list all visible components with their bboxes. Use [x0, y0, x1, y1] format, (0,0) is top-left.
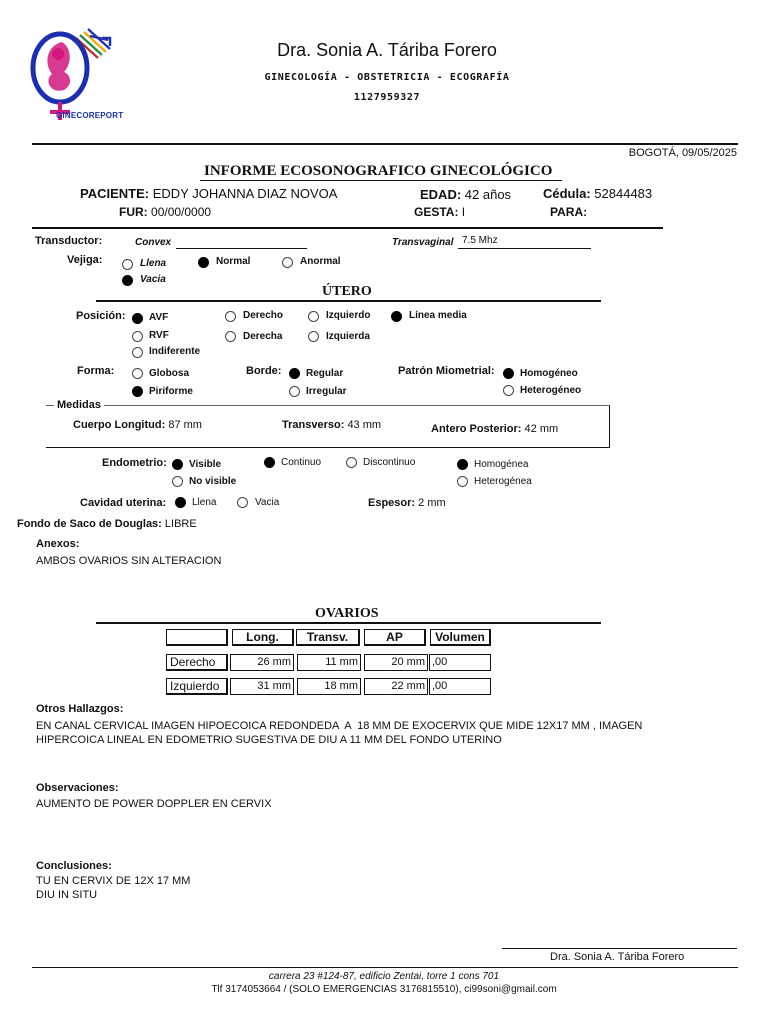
forma-globosa-label: Globosa: [149, 368, 190, 379]
observaciones-label: Observaciones:: [36, 782, 119, 794]
posicion-izquierdo-label: Izquierdo: [326, 310, 371, 321]
utero-underline: [96, 300, 601, 302]
logo-text: GINECOREPORT: [56, 111, 124, 120]
cavidad-llena-radio[interactable]: [175, 497, 186, 508]
patient-name: EDDY JOHANNA DIAZ NOVOA: [152, 186, 338, 201]
ovarios-col-transv: Transv.: [296, 629, 360, 646]
posicion-izquierdo-radio[interactable]: [308, 311, 319, 322]
douglas-row: [17, 518, 197, 530]
endometrio-visible-radio[interactable]: [172, 459, 183, 470]
gesta-value: I: [461, 205, 466, 219]
borde-irregular-label: Irregular: [306, 386, 347, 397]
cedula-row: [543, 186, 652, 201]
header-divider: [32, 143, 738, 145]
forma-globosa-radio[interactable]: [132, 368, 143, 379]
posicion-izquierda-radio[interactable]: [308, 331, 319, 342]
patron-label: Patrón Miometrial:: [398, 365, 495, 377]
medidas-legend: Medidas: [54, 399, 104, 411]
vejiga-llena-label: Llena: [140, 258, 167, 269]
transvaginal-label: Transvaginal: [392, 237, 454, 248]
age-label: EDAD:: [420, 187, 462, 202]
endometrio-discontinuo-radio[interactable]: [346, 457, 357, 468]
vejiga-label: Vejiga:: [67, 254, 103, 266]
forma-piriforme-radio[interactable]: [132, 386, 143, 397]
para-row: [550, 205, 587, 219]
endometrio-continuo-label: Continuo: [281, 457, 322, 468]
ovarios-col-blank: [166, 629, 228, 646]
patron-homogeneo-label: Homogéneo: [520, 368, 578, 379]
footer-divider: [32, 967, 738, 968]
fur-label: FUR:: [119, 205, 148, 219]
location-date: BOGOTÁ, 09/05/2025: [628, 147, 737, 159]
cavidad-label: Cavidad uterina:: [80, 497, 167, 509]
borde-label: Borde:: [246, 365, 282, 377]
ovarios-col-long: Long.: [232, 629, 294, 646]
ovarios-izquierdo-transv[interactable]: 18 mm: [297, 678, 361, 695]
endometrio-discontinuo-label: Discontinuo: [363, 457, 416, 468]
borde-regular-radio[interactable]: [289, 368, 300, 379]
transvaginal-value: 7.5 Mhz: [462, 235, 498, 246]
vejiga-vacia-label: Vacia: [140, 274, 166, 285]
posicion-avf-label: AVF: [149, 312, 169, 323]
forma-label: Forma:: [77, 365, 115, 377]
transducer-label: Transductor:: [35, 235, 103, 247]
posicion-avf-radio[interactable]: [132, 313, 143, 324]
ovarios-derecho-long[interactable]: 26 mm: [230, 654, 294, 671]
posicion-rvf-label: RVF: [149, 330, 169, 341]
vejiga-vacia-radio[interactable]: [122, 275, 133, 286]
longitud-label: Cuerpo Longitud:: [73, 419, 166, 431]
endometrio-heterogenea-label: Heterogénea: [474, 476, 532, 487]
fur-row: [119, 205, 211, 219]
title-underline: [200, 180, 562, 181]
longitud-row: [73, 419, 202, 431]
ovarios-izquierdo-ap[interactable]: 22 mm: [364, 678, 428, 695]
posicion-indiferente-radio[interactable]: [132, 347, 143, 358]
gesta-label: GESTA:: [414, 205, 459, 219]
espesor-row: [368, 497, 446, 509]
ovarios-derecho-transv[interactable]: 11 mm: [297, 654, 361, 671]
report-title: INFORME ECOSONOGRAFICO GINECOLÓGICO: [204, 163, 553, 179]
cavidad-vacia-label: Vacia: [255, 497, 280, 508]
endometrio-homogenea-label: Homogénea: [474, 459, 529, 470]
vejiga-anormal-label: Anormal: [300, 256, 341, 267]
transverso-row: [282, 419, 381, 431]
patient-divider: [32, 227, 663, 229]
transvaginal-underline: [458, 248, 591, 249]
patron-heterogeneo-label: Heterogéneo: [520, 385, 582, 396]
patron-homogeneo-radio[interactable]: [503, 368, 514, 379]
endometrio-continuo-radio[interactable]: [264, 457, 275, 468]
posicion-linea-media-radio[interactable]: [391, 311, 402, 322]
cavidad-vacia-radio[interactable]: [237, 497, 248, 508]
transverso-value: 43 mm: [347, 419, 382, 431]
antero-value: 42 mm: [524, 423, 559, 435]
signature-name: Dra. Sonia A. Táriba Forero: [550, 951, 685, 963]
age-row: [420, 187, 511, 202]
patient-row: [80, 186, 337, 201]
borde-regular-label: Regular: [306, 368, 344, 379]
antero-label: Antero Posterior:: [431, 423, 522, 435]
conclusiones-label: Conclusiones:: [36, 860, 112, 872]
ovarios-derecho-ap[interactable]: 20 mm: [364, 654, 428, 671]
doctor-name: Dra. Sonia A. Táriba Forero: [277, 40, 497, 60]
douglas-value: LIBRE: [164, 518, 197, 530]
cavidad-llena-label: Llena: [192, 497, 217, 508]
endometrio-heterogenea-radio[interactable]: [457, 476, 468, 487]
ovarios-title: OVARIOS: [315, 606, 379, 621]
otros-line-1: EN CANAL CERVICAL IMAGEN HIPOECOICA REDONDEDA A 18 MM DE EXOCERVIX QUE MIDE 12X17 MM , IMAGEN: [36, 720, 643, 732]
para-label: PARA:: [550, 205, 588, 219]
espesor-label: Espesor:: [368, 497, 416, 509]
longitud-value: 87 mm: [168, 419, 202, 431]
anexos-text: AMBOS OVARIOS SIN ALTERACION: [36, 555, 222, 567]
douglas-label: Fondo de Saco de Douglas:: [17, 518, 162, 530]
conclusiones-line-2: DIU IN SITU: [36, 889, 98, 901]
posicion-derecha-radio[interactable]: [225, 331, 236, 342]
forma-piriforme-label: Piriforme: [149, 386, 193, 397]
endometrio-no-visible-label: No visible: [189, 476, 237, 487]
ovarios-row-label-izquierdo: Izquierdo: [166, 678, 228, 695]
borde-irregular-radio[interactable]: [289, 386, 300, 397]
conclusiones-line-1: TU EN CERVIX DE 12X 17 MM: [36, 875, 191, 887]
specialties: GINECOLOGÍA - OBSTETRICIA - ECOGRAFÍA: [264, 72, 510, 83]
patron-heterogeneo-radio[interactable]: [503, 385, 514, 396]
posicion-derecho-label: Derecho: [243, 310, 284, 321]
footer-contact: Tlf 3174053664 / (SOLO EMERGENCIAS 3176815510), ci99soni@gmail.com: [211, 984, 557, 995]
posicion-derecha-label: Derecha: [243, 331, 283, 342]
ovarios-izquierdo-long[interactable]: 31 mm: [230, 678, 294, 695]
transducer-value: Convex: [135, 237, 172, 248]
posicion-linea-media-label: Línea media: [409, 310, 467, 321]
transducer-underline: [176, 248, 307, 249]
gesta-row: [414, 205, 465, 219]
fur-value: 00/00/0000: [151, 205, 212, 219]
endometrio-label: Endometrio:: [102, 457, 167, 469]
cedula-label: Cédula:: [543, 186, 591, 201]
vejiga-anormal-radio[interactable]: [282, 257, 293, 268]
ovarios-row-label-derecho: Derecho: [166, 654, 228, 671]
ovarios-col-volumen: Volumen: [430, 629, 491, 646]
endometrio-no-visible-radio[interactable]: [172, 476, 183, 487]
age-value: 42 años: [464, 187, 512, 202]
vejiga-normal-label: Normal: [216, 256, 251, 267]
cedula-value: 52844483: [594, 186, 653, 201]
footer-address: carrera 23 #124-87, edificio Zentai, torre 1 cons 701: [268, 971, 500, 982]
patient-label: PACIENTE:: [80, 186, 150, 201]
header-phone: 1127959327: [353, 92, 421, 103]
utero-title: ÚTERO: [322, 284, 372, 299]
ovarios-underline: [96, 622, 601, 624]
vejiga-llena-radio[interactable]: [122, 259, 133, 270]
ovarios-col-ap: AP: [364, 629, 426, 646]
otros-label: Otros Hallazgos:: [36, 703, 124, 715]
posicion-indiferente-label: Indiferente: [149, 346, 201, 357]
ovarios-izquierdo-volumen[interactable]: ,00: [429, 678, 491, 695]
anexos-label: Anexos:: [36, 538, 80, 550]
endometrio-visible-label: Visible: [189, 459, 222, 470]
posicion-izquierda-label: Izquierda: [326, 331, 370, 342]
endometrio-homogenea-radio[interactable]: [457, 459, 468, 470]
posicion-derecho-radio[interactable]: [225, 311, 236, 322]
espesor-value: 2 mm: [418, 497, 446, 509]
observaciones-text: AUMENTO DE POWER DOPPLER EN CERVIX: [36, 798, 272, 810]
antero-row: [431, 423, 558, 435]
transverso-label: Transverso:: [282, 419, 345, 431]
vejiga-normal-radio[interactable]: [198, 257, 209, 268]
posicion-label: Posición:: [76, 310, 126, 322]
ovarios-derecho-volumen[interactable]: ,00: [429, 654, 491, 671]
otros-line-2: HIPERCOICA LINEAL EN EDOMETRIO SUGESTIVA DE DIU A 11 MM DEL FONDO UTERINO: [36, 734, 502, 746]
signature-line: [502, 948, 737, 949]
posicion-rvf-radio[interactable]: [132, 331, 143, 342]
